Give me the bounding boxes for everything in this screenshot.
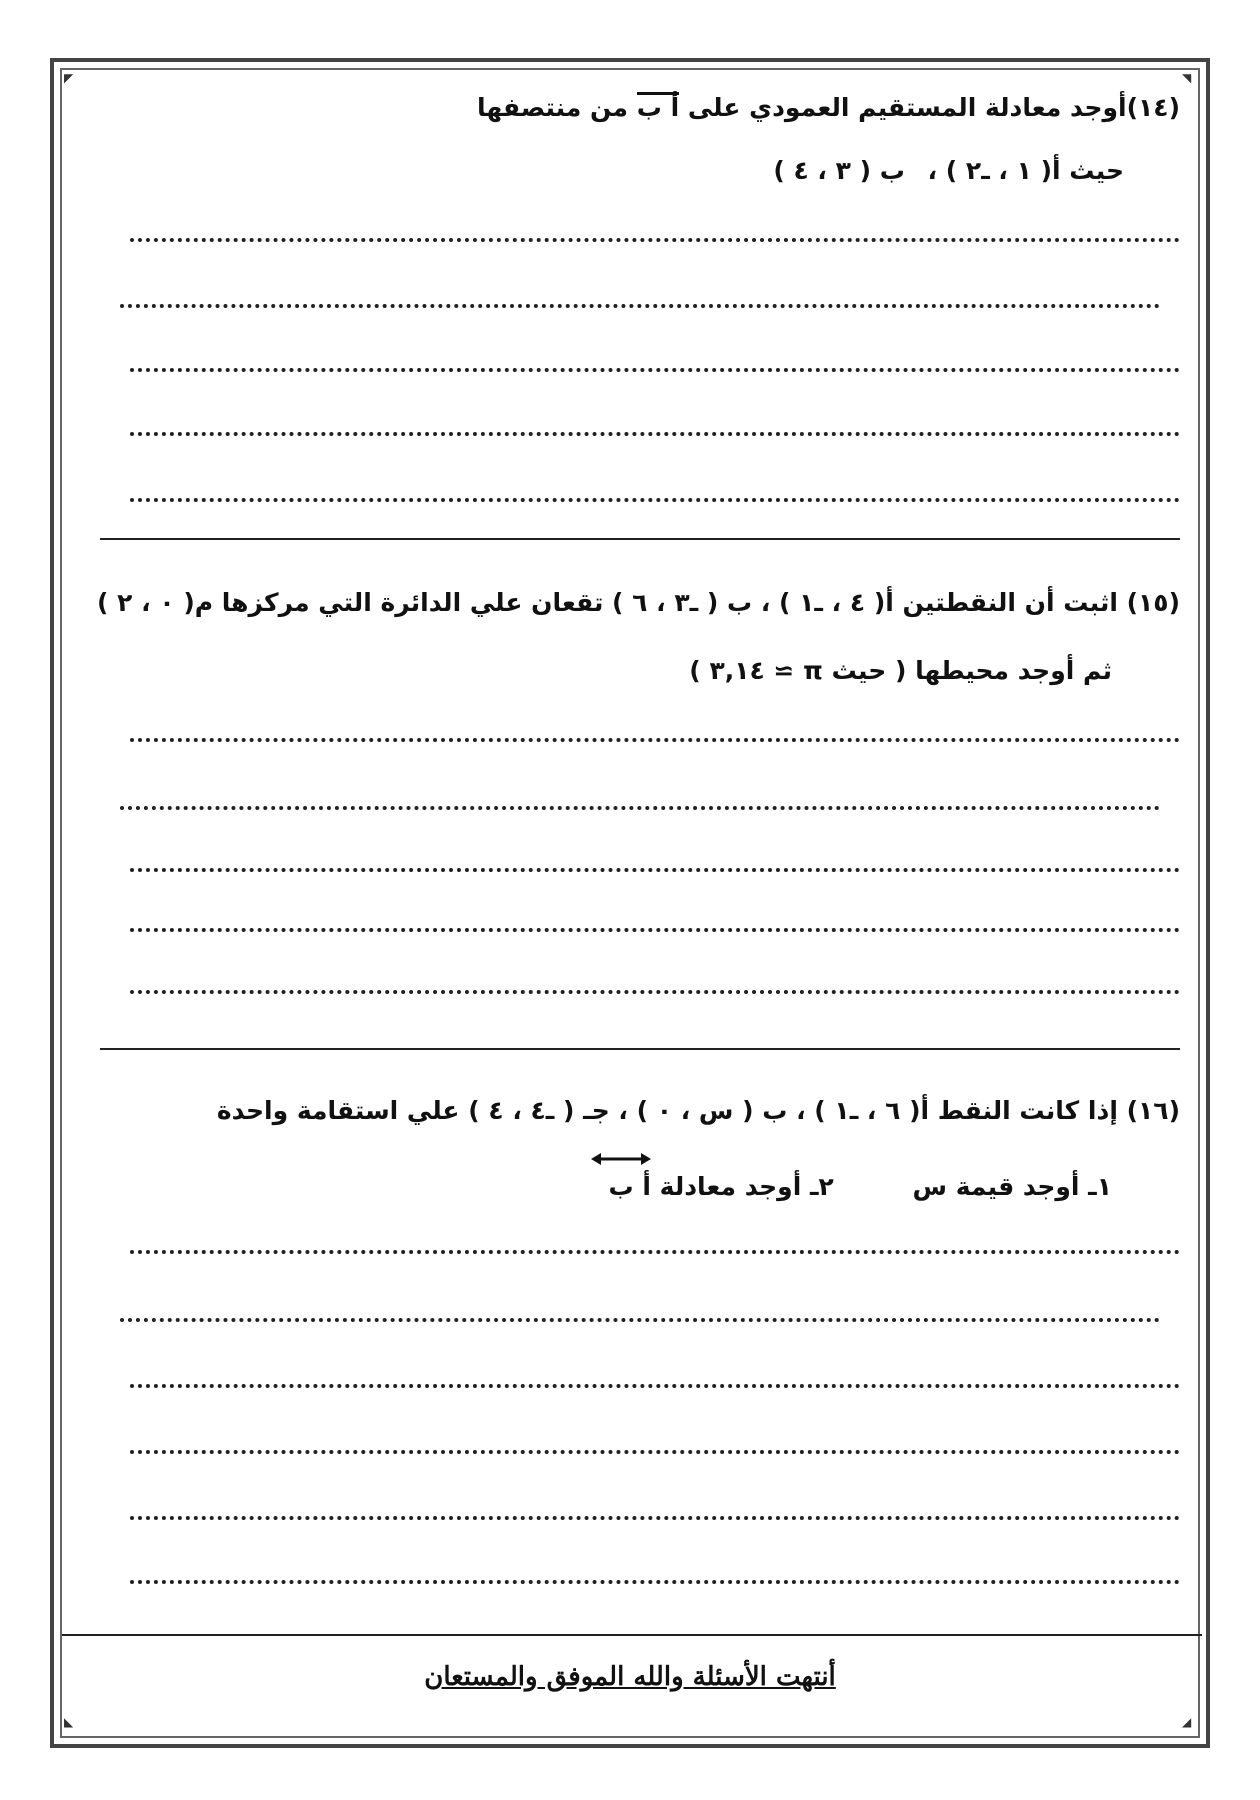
answer-line (130, 928, 1180, 932)
double-arrow-icon (591, 1152, 651, 1166)
section-divider (100, 1048, 1180, 1050)
answer-line (130, 368, 1180, 372)
answer-line (120, 304, 1160, 308)
segment-ab: أ ب (636, 93, 680, 122)
answer-line (130, 1250, 1180, 1254)
answer-line (120, 806, 1160, 810)
answer-line (120, 1318, 1160, 1322)
line-ab-label: أ ب (608, 1172, 651, 1201)
part-2: ٢ـ أوجد معادلة (659, 1172, 834, 1201)
section-divider (100, 538, 1180, 540)
answer-line (130, 738, 1180, 742)
closing-note: أنتهت الأسئلة والله الموفق والمستعان (424, 1662, 836, 1692)
question-14-text: (١٤)أوجد معادلة المستقيم العمودي على (687, 93, 1180, 122)
question-14-text-end: من منتصفها (476, 93, 629, 122)
answer-line (130, 1384, 1180, 1388)
answer-line (130, 1450, 1180, 1454)
corner-ornament: ◥ (1182, 71, 1192, 85)
question-15-line-2: ثم أوجد محيطها ( حيث π ≃ ٣,١٤ ) (689, 656, 1112, 685)
question-16-line-2 (609, 1166, 1112, 1201)
part-1: ١ـ أوجد قيمة س (912, 1172, 1112, 1201)
question-15-line-1: (١٥) اثبت أن النقطتين أ( ٤ ، ـ١ ) ، ب ( ـ٣ ، ٦ ) تقعان علي الدائرة التي مركزها م( ٠ ، ٢ ) (97, 588, 1180, 617)
answer-line (130, 238, 1180, 242)
point-a: حيث أ( ١ ، ـ٢ ) ، (927, 156, 1124, 185)
question-14-line-1 (477, 92, 1180, 122)
point-b: ب ( ٣ ، ٤ ) (773, 156, 905, 185)
line-ab (609, 1166, 651, 1201)
answer-line (130, 1580, 1180, 1584)
corner-ornament: ◤ (64, 71, 74, 85)
footer-divider (62, 1634, 1202, 1636)
answer-line (130, 990, 1180, 994)
answer-line (130, 498, 1180, 502)
answer-line (130, 1516, 1180, 1520)
question-14-line-2 (773, 156, 1124, 185)
answer-line (130, 432, 1180, 436)
corner-ornament: ◢ (1182, 1715, 1192, 1729)
answer-line (130, 868, 1180, 872)
corner-ornament: ◣ (64, 1715, 74, 1729)
question-16-line-1: (١٦) إذا كانت النقط أ( ٦ ، ـ١ ) ، ب ( س ، ٠ ) ، جـ ( ـ٤ ، ٤ ) علي استقامة واحدة (216, 1096, 1180, 1125)
